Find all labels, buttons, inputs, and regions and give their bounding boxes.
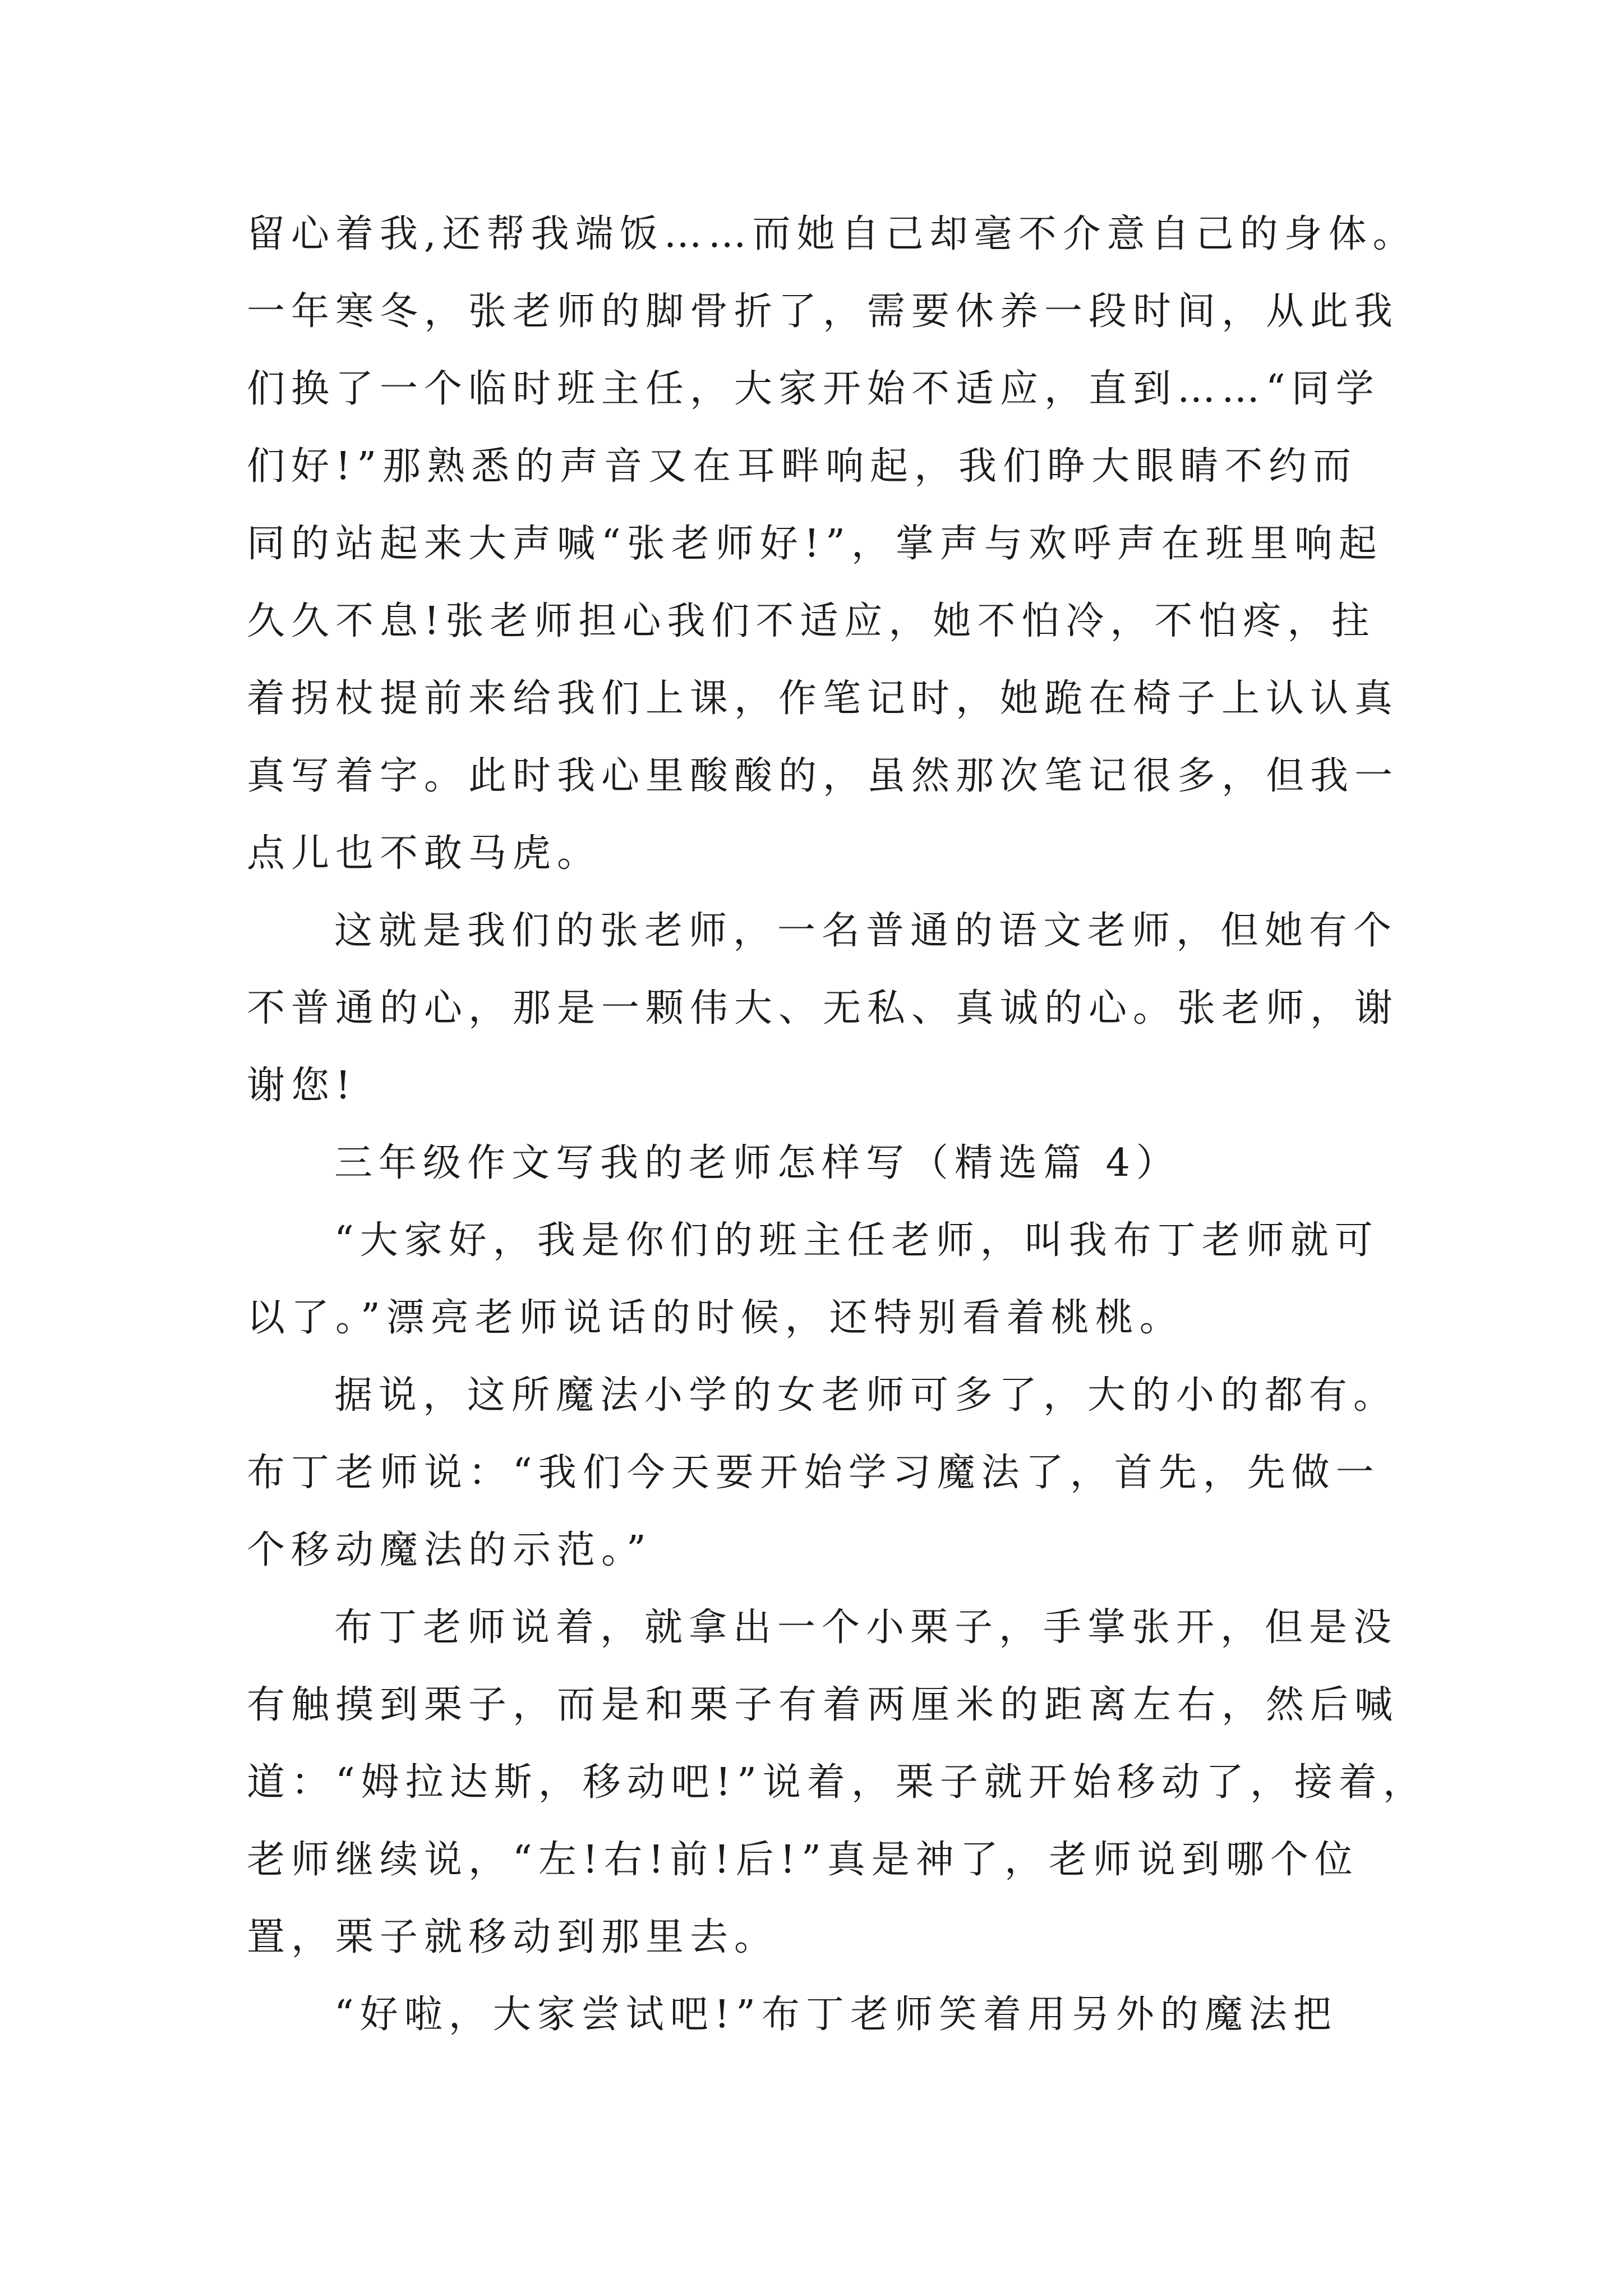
- text-line: 谢您!: [247, 1064, 357, 1108]
- text-line: 点儿也不敢马虎。: [247, 831, 602, 876]
- text-line: 真写着字。此时我心里酸酸的，虽然那次笔记很多，但我一: [247, 754, 1399, 798]
- text-line: 着拐杖提前来给我们上课，作笔记时，她跪在椅子上认认真: [247, 677, 1399, 721]
- text-line: “好啦，大家尝试吧!”布丁老师笑着用另外的魔法把: [334, 1993, 1338, 2037]
- section-heading: 三年级作文写我的老师怎样写（精选篇 4）: [334, 1141, 1181, 1185]
- text-line: 布丁老师说：“我们今天要开始学习魔法了，首先，先做一: [247, 1451, 1380, 1495]
- text-line: 布丁老师说着，就拿出一个小栗子，手掌张开，但是没: [334, 1605, 1398, 1650]
- text-line: 道：“姆拉达斯，移动吧!”说着，栗子就开始移动了，接着，: [247, 1760, 1427, 1805]
- text-line: 久久不息!张老师担心我们不适应，她不怕冷，不怕疼，拄: [247, 599, 1376, 643]
- text-line: 老师继续说，“左!右!前!后!”真是神了，老师说到哪个位: [247, 1838, 1359, 1882]
- text-line: 同的站起来大声喊“张老师好!”，掌声与欢呼声在班里响起: [247, 522, 1383, 566]
- text-line: 们换了一个临时班主任，大家开始不适应，直到……“同学: [247, 367, 1380, 411]
- text-line: 据说，这所魔法小学的女老师可多了，大的小的都有。: [334, 1373, 1398, 1418]
- text-line: 个移动魔法的示范。”: [247, 1528, 652, 1572]
- text-line: 们好!”那熟悉的声音又在耳畔响起，我们睁大眼睛不约而: [247, 444, 1358, 489]
- text-line: 有触摸到栗子，而是和栗子有着两厘米的距离左右，然后喊: [247, 1683, 1399, 1727]
- text-line: “大家好，我是你们的班主任老师，叫我布丁老师就可: [334, 1218, 1379, 1263]
- text-line: 留心着我,还帮我端饭……而她自己却毫不介意自己的身体。: [247, 212, 1417, 256]
- text-line: 以了。”漂亮老师说话的时候，还特别看着桃桃。: [247, 1296, 1184, 1340]
- text-line: 不普通的心，那是一颗伟大、无私、真诚的心。张老师，谢: [247, 986, 1399, 1030]
- text-line: 这就是我们的张老师，一名普通的语文老师，但她有个: [334, 909, 1398, 953]
- text-line: 置，栗子就移动到那里去。: [247, 1915, 779, 1959]
- text-line: 一年寒冬，张老师的脚骨折了，需要休养一段时间，从此我: [247, 289, 1399, 334]
